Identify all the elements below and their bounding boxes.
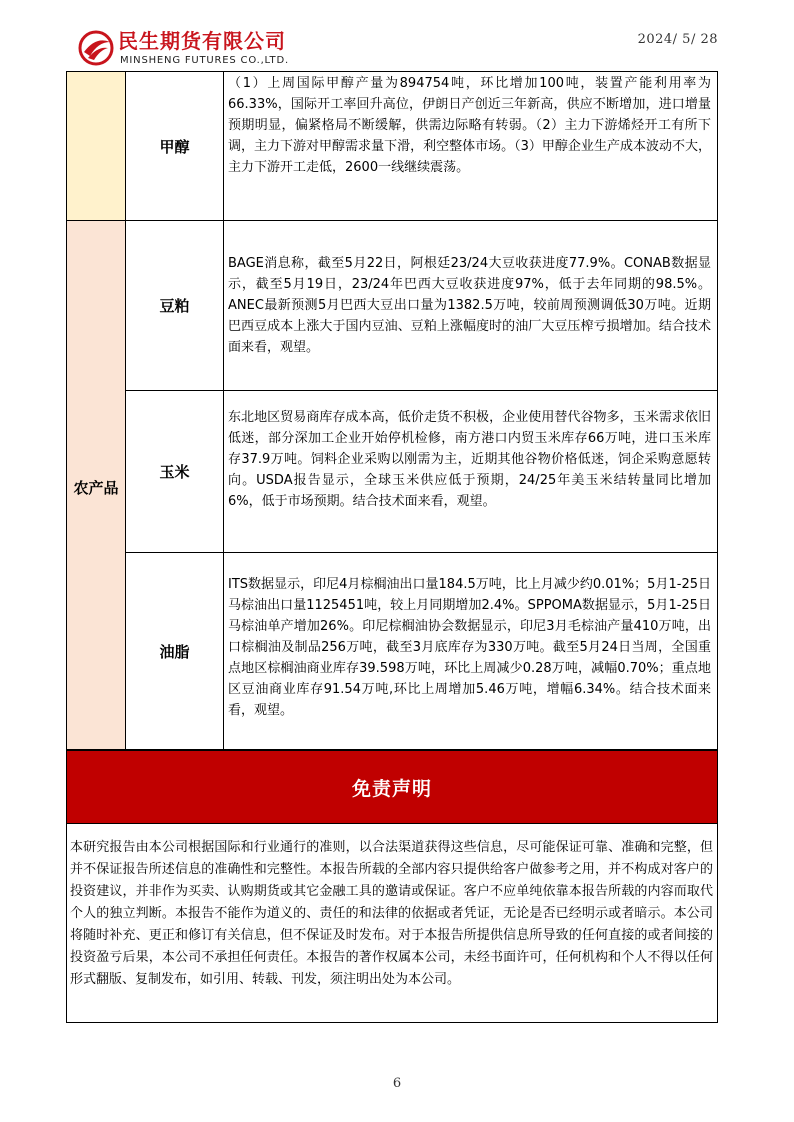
report-date: 2024/ 5/ 28: [637, 32, 718, 47]
minsheng-logo-icon: [78, 30, 114, 66]
category-cell-chemicals: [66, 72, 126, 221]
analysis-text-methanol: （1）上周国际甲醇产量为894754吨，环比增加100吨，装置产能利用率为66.33%，国际开工率回升高位，伊朗日产创近三年新高，供应不断增加，进口增量预期明显，偏紧格局不断缓解，供需边际略有转弱。（2）主力下游烯烃开工有所下调，主力下游对甲醇需求量下滑，利空整体市场。（3）甲醇企业生产成本波动不大，主力下游开工走低，2600一线继续震荡。: [224, 72, 718, 221]
disclaimer-body: 本研究报告由本公司根据国际和行业通行的准则，以合法渠道获得这些信息，尽可能保证可靠、准确和完整，但并不保证报告所述信息的准确性和完整性。本报告所载的全部内容只提供给客户做参考之用，并不构成对客户的投资建议，并非作为买卖、认购期货或其它金融工具的邀请或保证。客户不应单纯依靠本报告所载的内容而取代个人的独立判断。本报告不能作为道义的、责任的和法律的依据或者凭证，无论是否已经明示或者暗示。本公司将随时补充、更正和修订有关信息，但不保证及时发布。对于本报告所提供信息所导致的任何直接的或者间接的投资盈亏后果，本公司不承担任何责任。本报告的著作权属本公司，未经书面许可，任何机构和个人不得以任何形式翻版、复制发布，如引用、转载、刊发，须注明出处为本公司。: [66, 824, 718, 1023]
company-name-cn: 民生期货有限公司: [118, 29, 286, 53]
analysis-text-soybean-meal: BAGE消息称，截至5月22日，阿根廷23/24大豆收获进度77.9%。CONAB数据显示，截至5月19日，23/24年巴西大豆收获进度97%，低于去年同期的98.5%。ANEC最新预测5月巴西大豆出口量为1382.5万吨，较前周预测调低30万吨。近期巴西豆成本上涨大于国内豆油、豆粕上涨幅度时的油厂大豆压榨亏损增加。结合技术面来看，观望。: [224, 221, 718, 391]
product-cell-corn: 玉米: [126, 391, 224, 553]
category-cell-agri: [66, 221, 126, 750]
category-label-agri: 农产品: [73, 479, 119, 497]
product-cell-methanol: 甲醇: [126, 72, 224, 221]
disclaimer-title: 免责声明: [66, 750, 718, 824]
product-cell-oils: 油脂: [126, 553, 224, 750]
product-cell-soybean-meal: 豆粕: [126, 221, 224, 391]
page-number: 6: [392, 1076, 402, 1091]
page-header: [0, 0, 794, 72]
analysis-text-corn: 东北地区贸易商库存成本高，低价走货不积极，企业使用替代谷物多，玉米需求依旧低迷，部分深加工企业开始停机检修，南方港口内贸玉米库存66万吨，进口玉米库存37.9万吨。饲料企业采购以刚需为主，近期其他谷物价格低迷，饲企采购意愿转向。USDA报告显示，全球玉米供应低于预期，24/25年美玉米结转量同比增加6%，低于市场预期。结合技术面来看，观望。: [224, 391, 718, 553]
analysis-text-oils: ITS数据显示，印尼4月棕榈油出口量184.5万吨，比上月减少约0.01%；5月1-25日马棕油出口量1125451吨，较上月同期增加2.4%。SPPOMA数据显示，5月1-25日马棕油单产增加26%。印尼棕榈油协会数据显示，印尼3月毛棕油产量410万吨，出口棕榈油及制品256万吨，截至3月底库存为330万吨。截至5月24日当周，全国重点地区棕榈油商业库存39.598万吨，环比上周减少0.28万吨，减幅0.70%；重点地区豆油商业库存91.54万吨,环比上周增加5.46万吨，增幅6.34%。结合技术面来看，观望。: [224, 553, 718, 750]
company-name-en: MINSHENG FUTURES CO.,LTD.: [120, 55, 289, 66]
